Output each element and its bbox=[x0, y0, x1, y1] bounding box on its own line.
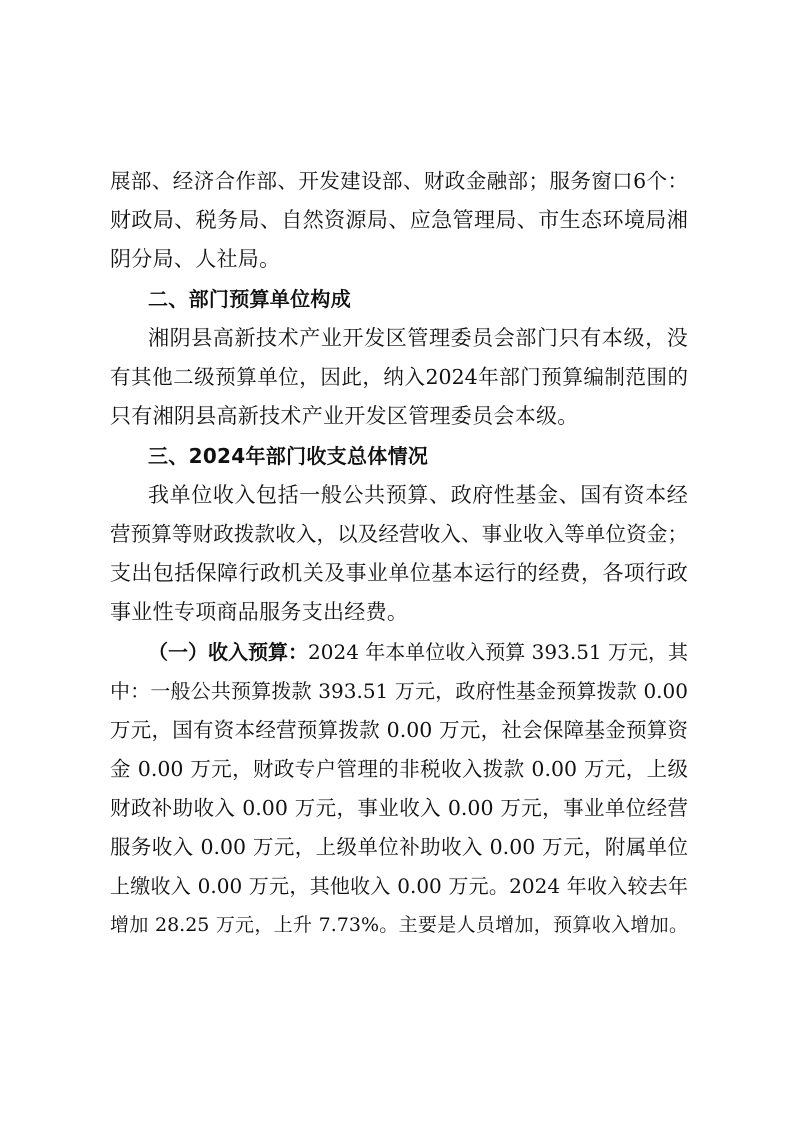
paragraph-line-5: 有其他二级预算单位，因此，纳入2024年部门预算编制范围的 bbox=[110, 365, 688, 389]
income-budget-line bbox=[148, 639, 688, 665]
paragraph-line-15: 财政补助收入 0.00 万元，事业收入 0.00 万元，事业单位经营 bbox=[110, 796, 688, 820]
paragraph-line-17: 上缴收入 0.00 万元，其他收入 0.00 万元。2024 年收入较去年 bbox=[110, 874, 688, 898]
paragraph-line-14: 金 0.00 万元，财政专户管理的非税收入拨款 0.00 万元，上级 bbox=[110, 757, 688, 781]
paragraph-line-18: 增加 28.25 万元，上升 7.73%。主要是人员增加，预算收入增加。 bbox=[110, 914, 688, 936]
paragraph-line-12: 中：一般公共预算拨款 393.51 万元，政府性基金预算拨款 0.00 bbox=[110, 679, 688, 703]
paragraph-line-6: 只有湘阴县高新技术产业开发区管理委员会本级。 bbox=[110, 404, 579, 428]
section-heading-3: 三、2024年部门收支总体情况 bbox=[148, 444, 429, 468]
paragraph-line-10: 事业性专项商品服务支出经费。 bbox=[110, 600, 409, 624]
paragraph-line-4: 湘阴县高新技术产业开发区管理委员会部门只有本级，没 bbox=[148, 326, 688, 350]
paragraph-line-1: 展部、经济合作部、开发建设部、财政金融部；服务窗口6个： bbox=[110, 169, 688, 193]
income-budget-text: 2024 年本单位收入预算 393.51 万元，其 bbox=[308, 640, 689, 664]
paragraph-line-2: 财政局、税务局、自然资源局、应急管理局、市生态环境局湘 bbox=[110, 208, 688, 232]
paragraph-line-13: 万元，国有资本经营预算拨款 0.00 万元，社会保障基金预算资 bbox=[110, 718, 688, 742]
paragraph-line-3: 阴分局、人社局。 bbox=[110, 247, 281, 271]
paragraph-line-8: 营预算等财政拨款收入，以及经营收入、事业收入等单位资金； bbox=[110, 522, 688, 546]
income-budget-lead: （一）收入预算： bbox=[148, 640, 309, 664]
paragraph-line-16: 服务收入 0.00 万元，上级单位补助收入 0.00 万元，附属单位 bbox=[110, 835, 688, 859]
paragraph-line-7: 我单位收入包括一般公共预算、政府性基金、国有资本经 bbox=[148, 483, 688, 507]
paragraph-line-9: 支出包括保障行政机关及事业单位基本运行的经费，各项行政 bbox=[110, 561, 688, 585]
section-heading-2: 二、部门预算单位构成 bbox=[148, 287, 351, 311]
